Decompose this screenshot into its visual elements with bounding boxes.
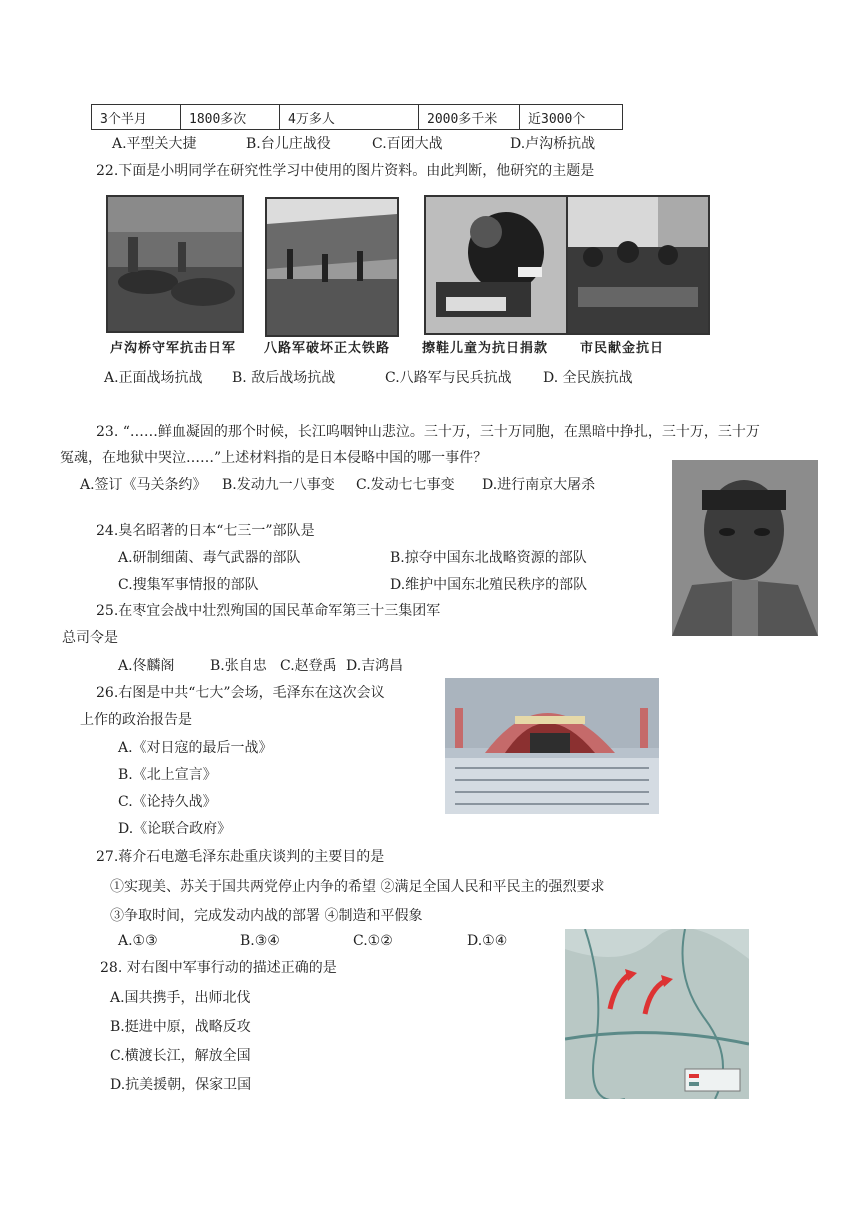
table-cell-strongholds: 近3000个 — [520, 105, 623, 130]
q24-stem: 24.臭名昭著的日本“七三一”部队是 — [96, 523, 315, 539]
q25-option-b[interactable]: B.张自忠 — [210, 658, 267, 674]
q22-option-c[interactable]: C.八路军与民兵抗战 — [385, 370, 512, 386]
caption-donation: 市民献金抗日 — [580, 341, 665, 356]
q23-stem-line2: 冤魂，在地狱中哭泣……”上述材料指的是日本侵略中国的哪一事件？ — [60, 450, 488, 466]
q23-option-c[interactable]: C.发动七七事变 — [356, 477, 455, 493]
q25-option-d[interactable]: D.吉鸿昌 — [346, 658, 404, 674]
q25-option-c[interactable]: C.赵登禹 — [280, 658, 337, 674]
q27-option-d[interactable]: D.①④ — [467, 933, 508, 949]
q28-option-d[interactable]: D.抗美援朝，保家卫国 — [110, 1077, 252, 1093]
photo-portrait-zhang-zizhong — [672, 460, 818, 636]
q22-option-b[interactable]: B. 敌后战场抗战 — [232, 370, 336, 386]
q26-option-c[interactable]: C.《论持久战》 — [118, 794, 217, 810]
q28-option-c[interactable]: C.横渡长江，解放全国 — [110, 1048, 251, 1064]
photo-seventh-congress-hall — [445, 678, 659, 814]
q21-data-table — [91, 104, 623, 130]
q21-option-c[interactable]: C.百团大战 — [372, 136, 443, 152]
q25-option-a[interactable]: A.佟麟阁 — [118, 658, 175, 674]
q28-option-b[interactable]: B.挺进中原，战略反攻 — [110, 1019, 251, 1035]
q27-items-line1: ①实现美、苏关于国共两党停止内争的希望 ②满足全国人民和平民主的强烈要求 — [110, 879, 605, 895]
q26-stem-line2: 上作的政治报告是 — [80, 712, 192, 728]
q21-option-a[interactable]: A.平型关大捷 — [112, 136, 197, 152]
q22-stem: 22.下面是小明同学在研究性学习中使用的图片资料。由此判断，他研究的主题是 — [96, 163, 595, 179]
q24-option-a[interactable]: A.研制细菌、毒气武器的部队 — [118, 550, 301, 566]
q23-stem-line1: 23. “……鲜血凝固的那个时候，长江呜咽钟山悲泣。三十万，三十万同胞，在黑暗中挣扎，三十万，三十万 — [96, 424, 760, 440]
q24-option-d[interactable]: D.维护中国东北殖民秩序的部队 — [390, 577, 588, 593]
q27-items-line2: ③争取时间，完成发动内战的部署 ④制造和平假象 — [110, 908, 423, 924]
q23-option-d[interactable]: D.进行南京大屠杀 — [482, 477, 596, 493]
q25-stem-line1: 25.在枣宜会战中壮烈殉国的国民革命军第三十三集团军 — [96, 603, 441, 619]
table-cell-battles: 1800多次 — [181, 105, 280, 130]
photo-shoeshine — [424, 195, 568, 335]
q22-option-d[interactable]: D. 全民族抗战 — [543, 370, 633, 386]
map-military-campaign — [565, 929, 749, 1099]
q24-option-c[interactable]: C.搜集军事情报的部队 — [118, 577, 259, 593]
q28-stem: 28. 对右图中军事行动的描述正确的是 — [100, 960, 337, 976]
q23-option-a[interactable]: A.签订《马关条约》 — [80, 477, 207, 493]
table-cell-casualties: 4万多人 — [280, 105, 419, 130]
table-cell-duration: 3个半月 — [92, 105, 181, 130]
q21-option-b[interactable]: B.台儿庄战役 — [246, 136, 331, 152]
q23-option-b[interactable]: B.发动九一八事变 — [222, 477, 335, 493]
q27-option-a[interactable]: A.①③ — [118, 933, 158, 949]
q26-stem-line1: 26.右图是中共“七大”会场，毛泽东在这次会议 — [96, 685, 385, 701]
caption-shoeshine: 擦鞋儿童为抗日捐款 — [422, 341, 549, 356]
q24-option-b[interactable]: B.掠夺中国东北战略资源的部队 — [390, 550, 587, 566]
caption-lugouqiao: 卢沟桥守军抗击日军 — [110, 341, 237, 356]
q27-option-b[interactable]: B.③④ — [240, 933, 280, 949]
table-cell-railway: 2000多千米 — [419, 105, 520, 130]
photo-donation — [566, 195, 710, 335]
q21-option-d[interactable]: D.卢沟桥抗战 — [510, 136, 596, 152]
photo-railway — [265, 197, 399, 337]
q26-option-a[interactable]: A.《对日寇的最后一战》 — [118, 740, 273, 756]
q26-option-d[interactable]: D.《论联合政府》 — [118, 821, 232, 837]
q27-option-c[interactable]: C.①② — [353, 933, 393, 949]
q27-stem: 27.蒋介石电邀毛泽东赴重庆谈判的主要目的是 — [96, 849, 385, 865]
table-row — [92, 105, 623, 130]
q25-stem-line2: 总司令是 — [62, 630, 118, 646]
photo-lugouqiao — [106, 195, 244, 333]
q22-option-a[interactable]: A.正面战场抗战 — [104, 370, 203, 386]
caption-railway: 八路军破坏正太铁路 — [264, 341, 391, 356]
q26-option-b[interactable]: B.《北上宣言》 — [118, 767, 217, 783]
q28-option-a[interactable]: A.国共携手，出师北伐 — [110, 990, 251, 1006]
